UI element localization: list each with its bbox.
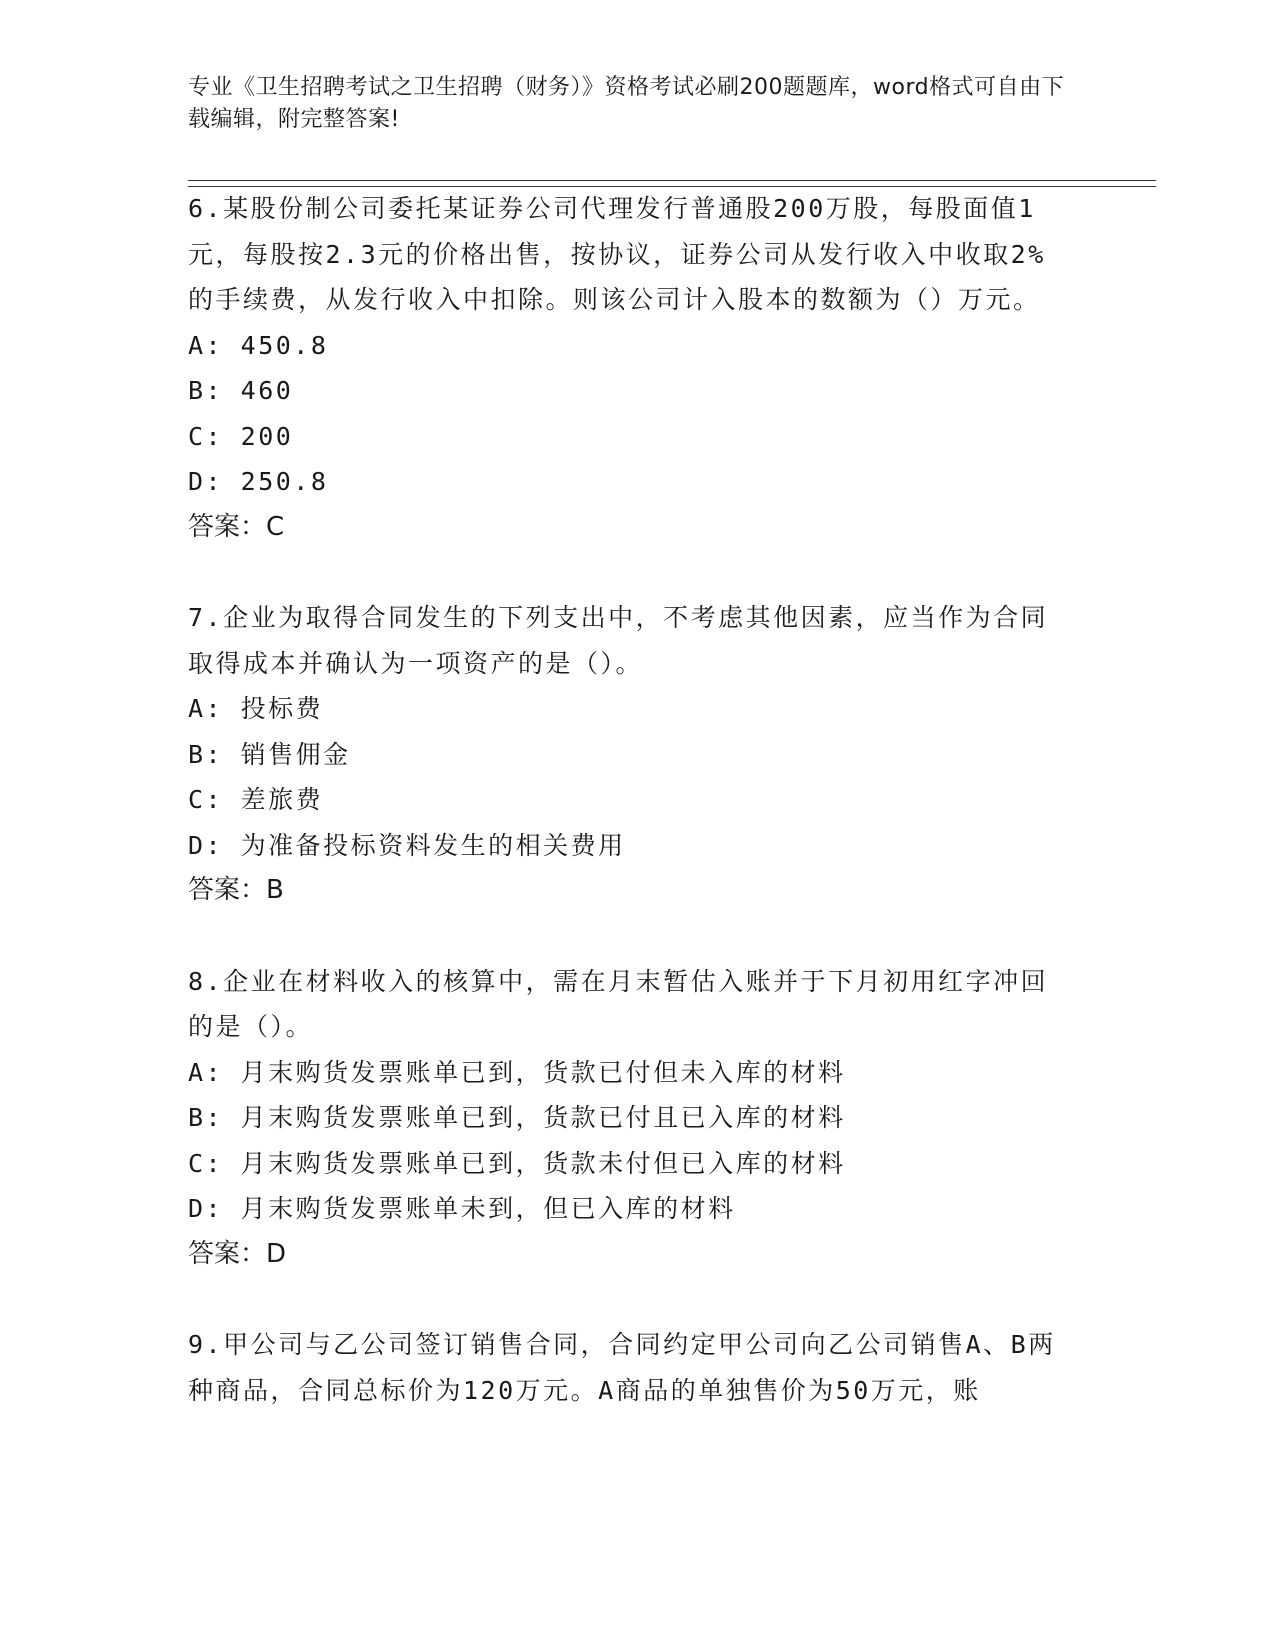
option-a: A: 投标费 (188, 694, 324, 723)
option-a: A: 月末购货发票账单已到，货款已付但未入库的材料 (188, 1057, 846, 1087)
question-8 (188, 959, 1068, 1278)
option-b: B: 月末购货发票账单已到，货款已付且已入库的材料 (188, 1103, 846, 1132)
option-d: D: 为准备投标资料发生的相关费用 (188, 830, 626, 860)
question-list (188, 186, 1068, 1413)
option-a: A: 450.8 (188, 330, 329, 360)
document-header: 专业《卫生招聘考试之卫生招聘（财务）》资格考试必刷200题题库，word格式可自由下载编辑，附完整答案! (188, 75, 1065, 132)
question-stem: 7.企业为取得合同发生的下列支出中，不考虑其他因素，应当作为合同取得成本并确认为一项资产的是（）。 (188, 603, 1049, 678)
header-divider-top (188, 180, 1156, 181)
option-c: C: 差旅费 (188, 785, 324, 814)
question-stem: 6.某股份制公司委托某证券公司代理发行普通股200万股，每股面值1元，每股按2.3元的价格出售，按协议，证券公司从发行收入中收取2%的手续费，从发行收入中扣除。则该公司计入股本的数额为（）万元。 (188, 194, 1046, 314)
option-d: D: 250.8 (188, 467, 329, 496)
answer: 答案：D (188, 1238, 287, 1269)
answer: 答案：C (188, 511, 285, 542)
option-b: B: 销售佣金 (188, 739, 351, 769)
option-c: C: 200 (188, 421, 294, 451)
question-stem: 9.甲公司与乙公司签订销售合同，合同约定甲公司向乙公司销售A、B两种商品，合同总标价为120万元。A商品的单独售价为50万元，账 (188, 1330, 1056, 1405)
question-7 (188, 595, 1068, 914)
question-9 (188, 1322, 1068, 1413)
question-6 (188, 186, 1068, 550)
question-stem: 8.企业在材料收入的核算中，需在月末暂估入账并于下月初用红字冲回的是（）。 (188, 966, 1049, 1041)
option-d: D: 月末购货发票账单未到，但已入库的材料 (188, 1194, 736, 1223)
answer: 答案：B (188, 875, 284, 905)
option-c: C: 月末购货发票账单已到，货款未付但已入库的材料 (188, 1148, 846, 1178)
option-b: B: 460 (188, 376, 294, 405)
